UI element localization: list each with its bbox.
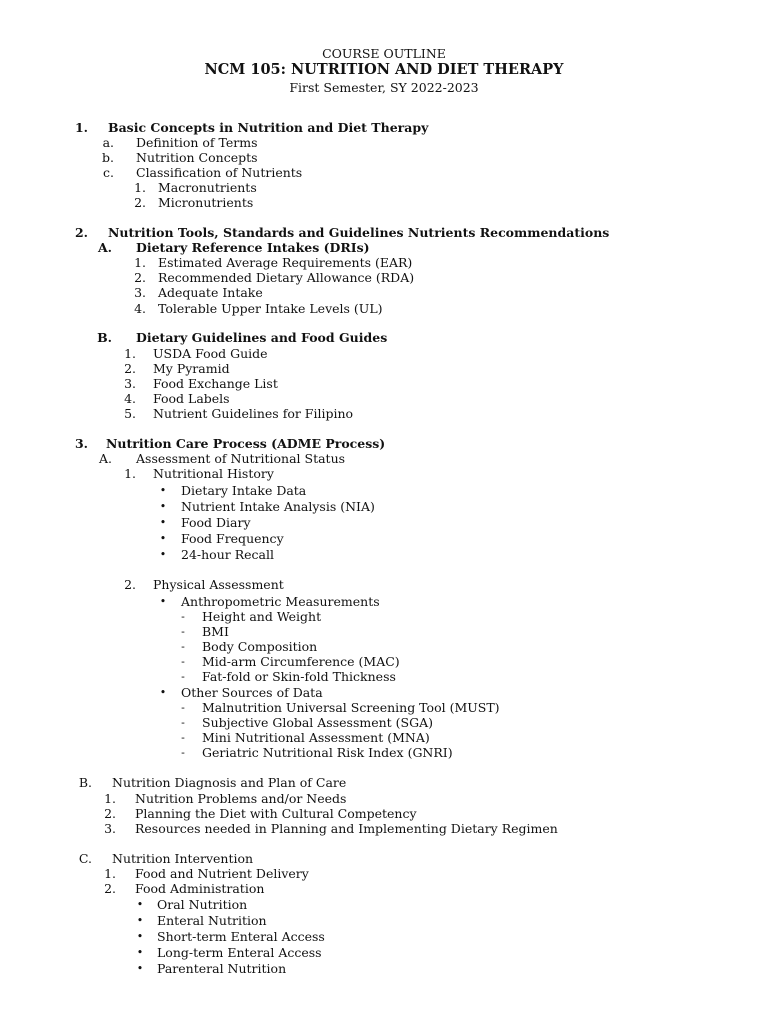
document-title: NCM 105: NUTRITION AND DIET THERAPY xyxy=(204,61,564,78)
semester-label: First Semester, SY 2022-2023 xyxy=(289,80,479,95)
document-page: COURSE OUTLINE NCM 105: NUTRITION AND DIET THERAPY First Semester, SY 2022-2023 1. Basic Concepts in Nutrition and Diet Therapy a. Definition of Terms b. Nutrition Concepts c. Classification of Nutrients 1. Macronutrients 2. Micronutrients 2. Nutrition Tools, Standards and Guidelines Nutrients Recommendations A. Dietary Reference Intakes (DRIs) 1. Estimated Average Requirements (EAR) 2. Recommended Dietary Allowance (RDA) 3. Adequate Intake 4. Tolerable Upper Intake Levels (UL) B. Dietary Guidelines and Food Guides 1. USDA Food Guide 2. My Pyramid 3. Food Exchange List 4. Food Labels 5. Nutrient Guidelines for Filipino 3. Nutrition Care Process (ADME Process) A. Assessment of Nutritional Status 1. Nutritional History • Dietary Intake Data • Nutrient Intake Analysis (NIA) • Food Diary • Food Frequency • 24-hour Recall 2. Physical Assessment • Anthropometric Measurements - Height and Weight - BMI - Body Composition - Mid-arm Circumference (MAC) - Fat-fold or Skin-fold Thickness • Other Sources of Data - Malnutrition Universal Screening Tool (MUST) - Subjective Global Assessment (SGA) - Mini Nutritional Assessment (MNA) - Geriatric Nutritional Risk Index (GNRI) B. Nutrition Diagnosis and Plan of Care 1. Nutrition Problems and/or Needs 2. Planning the Diet with Cultural Competency 3. Resources needed in Planning and Implementing Dietary Regimen C. Nutrition Intervention 1. Food and Nutrient Delivery 2. Food Administration • Oral Nutrition • Enteral Nutrition • Short-term Enteral Access • Long-term Enteral Access • Parenteral Nutrition xyxy=(0,0,768,1024)
course-outline-label: COURSE OUTLINE xyxy=(322,46,446,61)
